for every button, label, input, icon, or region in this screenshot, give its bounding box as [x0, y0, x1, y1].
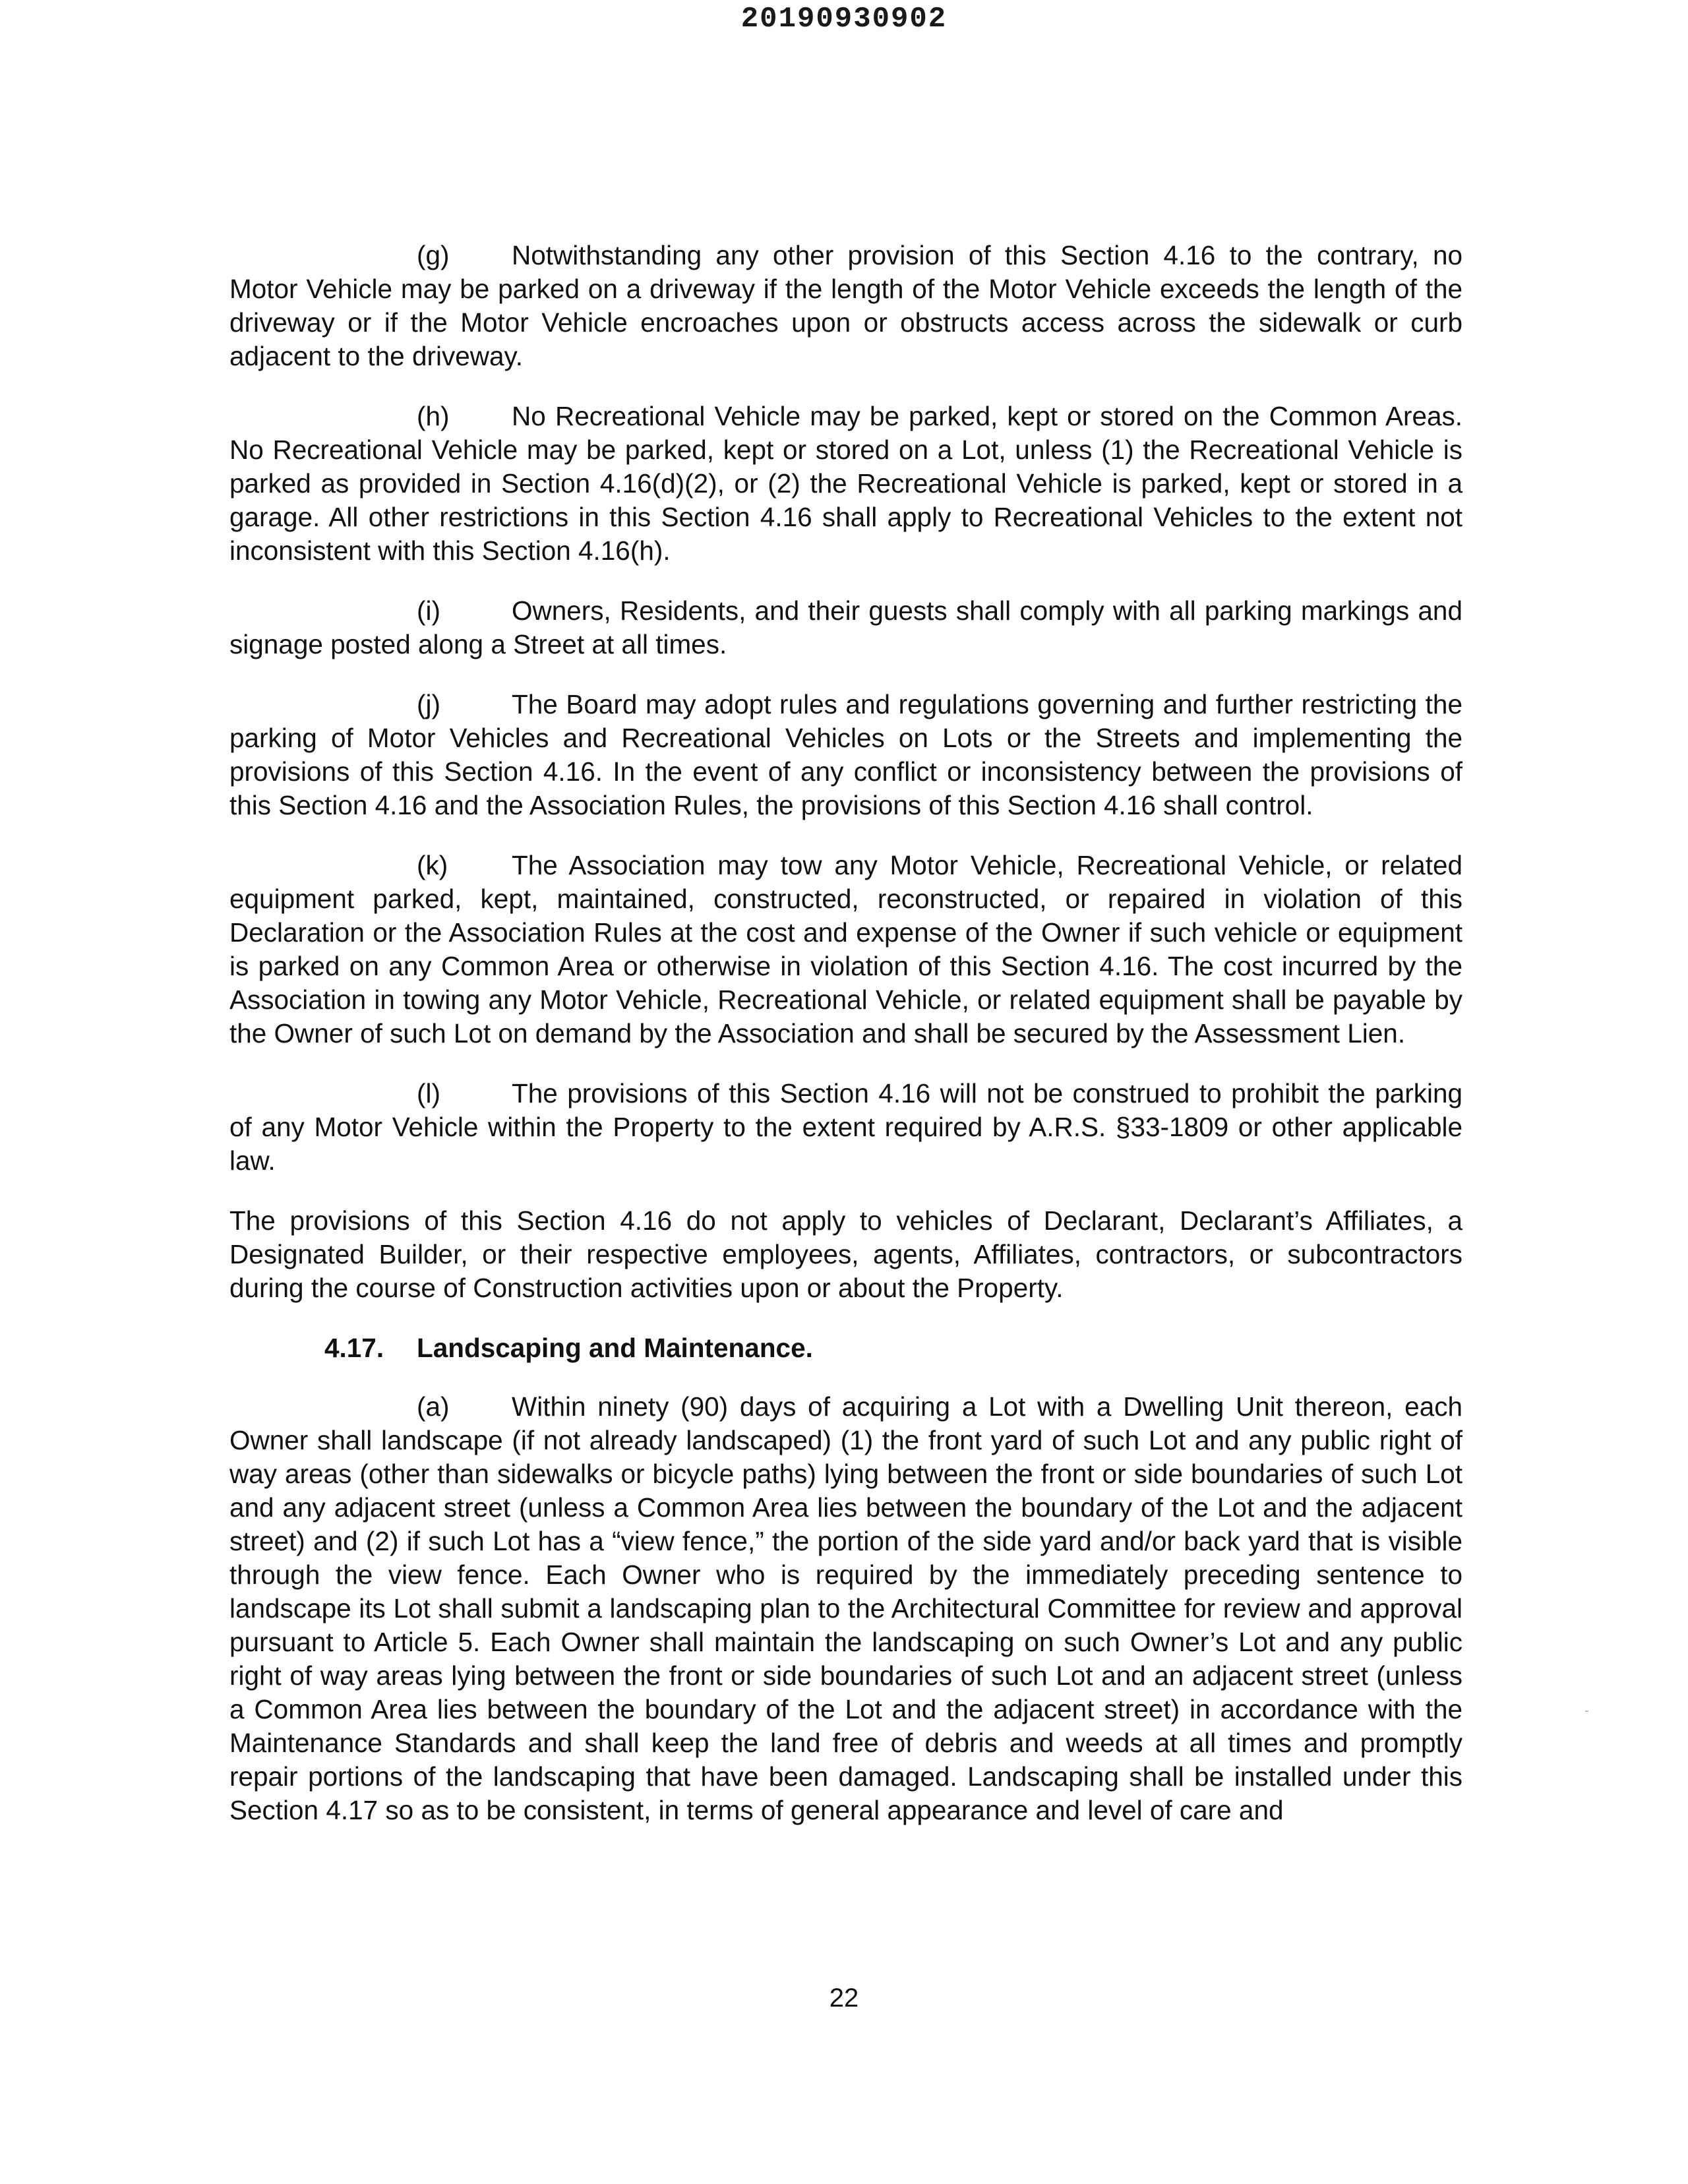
paragraph-text: Within ninety (90) days of acquiring a Lot with a Dwelling Unit thereon, each Owner shall landscape (if not already landscaped) (1) the front yard of such Lot and any public right of way areas (other than sidewalks or bicycle paths) lying between the front or side boundaries of such Lot and any adjacent street (unless a Common Area lies between the boundary of the Lot and the adjacent street) and (2) if such Lot has a “view fence,” the portion of the side yard and/or back yard that is visible through the view fence. Each Owner who is required by the immediately preceding sentence to landscape its Lot shall submit a landscaping plan to the Architectural Committee for review and approval pursuant to Article 5. Each Owner shall maintain the landscaping on such Owner’s Lot and any public right of way areas lying between the front or side boundaries of such Lot and an adjacent street (unless a Common Area lies between the boundary of the Lot and the adjacent street) in accordance with the Maintenance Standards and shall keep the land free of debris and weeds at all times and promptly repair portions of the landscaping that have been damaged. Landscaping shall be installed under this Section 4.17 so as to be consistent, in terms of general appearance and level of care and	[229, 1391, 1462, 1825]
paragraph-label: (h)	[417, 401, 450, 431]
paragraph-g	[229, 239, 1462, 373]
paragraph-text: Owners, Residents, and their guests shall comply with all parking markings and signage posted along a Street at all times.	[229, 595, 1462, 659]
paragraph-label: (k)	[417, 850, 448, 880]
paragraph-label: (j)	[417, 689, 440, 719]
paragraph-l	[229, 1077, 1462, 1178]
paragraph-h	[229, 400, 1462, 568]
section-title-period: .	[805, 1333, 813, 1363]
paragraph-text: The provisions of this Section 4.16 will not be construed to prohibit the parking of any Motor Vehicle within the Property to the extent required by A.R.S. §33-1809 or other applicable law.	[229, 1078, 1462, 1176]
paragraph-j	[229, 688, 1462, 822]
section-number: 4.17.	[324, 1333, 384, 1363]
document-number: 20190930902	[740, 3, 948, 36]
paragraph-i	[229, 594, 1462, 661]
page-number: 22	[829, 1984, 859, 2013]
paragraph-text: The Association may tow any Motor Vehicle, Recreational Vehicle, or related equipment parked, kept, maintained, constructed, reconstructed, or repaired in violation of this Declaration or the Association Rules at the cost and expense of the Owner if such vehicle or equipment is parked on any Common Area or otherwise in violation of this Section 4.16. The cost incurred by the Association in towing any Motor Vehicle, Recreational Vehicle, or related equipment shall be payable by the Owner of such Lot on demand by the Association and shall be secured by the Assessment Lien.	[229, 850, 1462, 1048]
paragraph-text: The Board may adopt rules and regulations governing and further restricting the parking of Motor Vehicles and Recreational Vehicles on Lots or the Streets and implementing the provisions of this Section 4.16. In the event of any conflict or inconsistency between the provisions of this Section 4.16 and the Association Rules, the provisions of this Section 4.16 shall control.	[229, 689, 1462, 820]
paragraph-label: (l)	[417, 1078, 440, 1108]
paragraph-text: Notwithstanding any other provision of this Section 4.16 to the contrary, no Motor Vehicle may be parked on a driveway if the length of the Motor Vehicle exceeds the length of the driveway or if the Motor Vehicle encroaches upon or obstructs access across the sidewalk or curb adjacent to the driveway.	[229, 240, 1462, 371]
section-title: Landscaping and Maintenance	[417, 1333, 806, 1363]
document-body	[229, 239, 1462, 1854]
paragraph-k	[229, 849, 1462, 1050]
paragraph-label: (g)	[417, 240, 450, 270]
paragraph-text: No Recreational Vehicle may be parked, kept or stored on the Common Areas. No Recreational Vehicle may be parked, kept or stored on a Lot, unless (1) the Recreational Vehicle is parked as provided in Section 4.16(d)(2), or (2) the Recreational Vehicle is parked, kept or stored in a garage. All other restrictions in this Section 4.16 shall apply to Recreational Vehicles to the extent not inconsistent with this Section 4.16(h).	[229, 401, 1462, 566]
section-heading	[229, 1331, 1462, 1365]
paragraph-a	[229, 1390, 1462, 1827]
scan-artifact	[1585, 1711, 1588, 1712]
paragraph-label: (a)	[417, 1391, 450, 1422]
paragraph-label: (i)	[417, 595, 440, 626]
closing-paragraph: The provisions of this Section 4.16 do not apply to vehicles of Declarant, Declarant’s Affiliates, a Designated Builder, or their respective employees, agents, Affiliates, contractors, or subcontractors during the course of Construction activities upon or about the Property.	[229, 1205, 1462, 1303]
